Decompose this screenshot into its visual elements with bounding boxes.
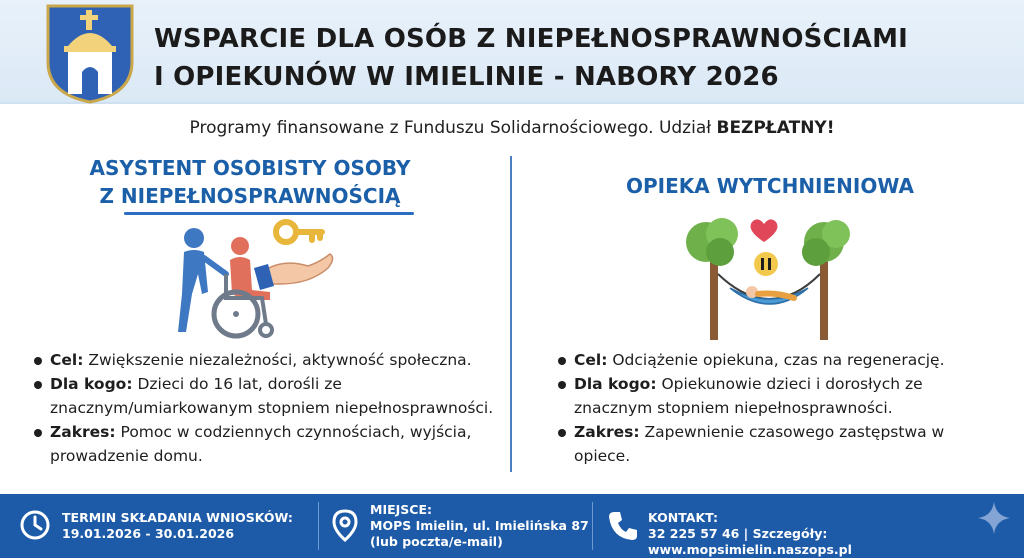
subtitle-emphasis: BEZPŁATNY! xyxy=(716,118,835,138)
point-label: Cel: xyxy=(574,351,608,369)
list-item xyxy=(558,420,998,468)
place-value: MOPS Imielin, ul. Imielińska 87 xyxy=(370,518,589,533)
left-column-title xyxy=(40,154,460,210)
place-label: MIEJSCE: xyxy=(370,502,432,517)
footer-deadline xyxy=(0,494,320,558)
footer-place xyxy=(320,494,592,558)
phone-icon xyxy=(606,508,640,542)
right-points-list xyxy=(558,348,998,468)
clock-icon xyxy=(18,508,52,542)
left-title-line-2: Z NIEPEŁNOSPRAWNOŚCIĄ xyxy=(99,184,401,208)
point-text: Opiekunowie dzieci i dorosłych ze znacznym stopniem niepełnosprawności. xyxy=(574,375,923,417)
footer-contact xyxy=(594,494,974,558)
header-banner xyxy=(0,0,1024,104)
deadline-label: TERMIN SKŁADANIA WNIOSKÓW: xyxy=(62,510,293,525)
title-line-2: I OPIEKUNÓW W IMIELINIE - NABORY 2026 xyxy=(154,62,779,92)
point-label: Dla kogo: xyxy=(50,375,133,393)
location-pin-icon xyxy=(328,508,362,542)
list-item xyxy=(34,420,504,468)
point-label: Cel: xyxy=(50,351,84,369)
page-title xyxy=(154,20,1014,96)
right-column-title: OPIEKA WYTCHNIENIOWA xyxy=(626,174,914,198)
point-label: Dla kogo: xyxy=(574,375,657,393)
footer-separator xyxy=(318,502,319,550)
left-points-list xyxy=(34,348,504,468)
footer-bar xyxy=(0,494,1024,558)
deadline-value: 19.01.2026 - 30.01.2026 xyxy=(62,526,235,541)
place-note: (lub poczta/e-mail) xyxy=(370,534,503,549)
point-text: Pomoc w codziennych czynnościach, wyjścia, prowadzenie domu. xyxy=(50,423,472,465)
footer-separator xyxy=(592,502,593,550)
left-title-line-1: ASYSTENT OSOBISTY OSOBY xyxy=(89,156,411,180)
point-label: Zakres: xyxy=(50,423,116,441)
sparkle-icon xyxy=(976,500,1012,536)
contact-label: KONTAKT: xyxy=(648,510,718,525)
list-item xyxy=(34,372,504,420)
subtitle-text: Programy finansowane z Funduszu Solidarnościowego. Udział xyxy=(189,118,717,138)
wheelchair-assistant-key-hand-icon xyxy=(170,214,340,344)
point-text: Zapewnienie czasowego zastępstwa w opiece. xyxy=(574,423,945,465)
point-text: Dzieci do 16 lat, dorośli ze znacznym/umiarkowanym stopniem niepełnosprawności. xyxy=(50,375,494,417)
point-label: Zakres: xyxy=(574,423,640,441)
title-line-1: WSPARCIE DLA OSÓB Z NIEPEŁNOSPRAWNOŚCIAMI xyxy=(154,24,909,54)
list-item xyxy=(558,348,998,372)
coat-of-arms-icon xyxy=(44,2,136,104)
point-text: Odciążenie opiekuna, czas na regenerację. xyxy=(607,351,945,369)
contact-value: 32 225 57 46 | Szczegóły: www.mopsimielin.naszops.pl xyxy=(648,526,852,557)
hammock-trees-heart-pause-icon xyxy=(680,214,860,344)
list-item xyxy=(34,348,504,372)
column-divider xyxy=(510,156,512,472)
list-item xyxy=(558,372,998,420)
subtitle xyxy=(0,118,1024,138)
point-text: Zwiększenie niezależności, aktywność społeczna. xyxy=(83,351,472,369)
